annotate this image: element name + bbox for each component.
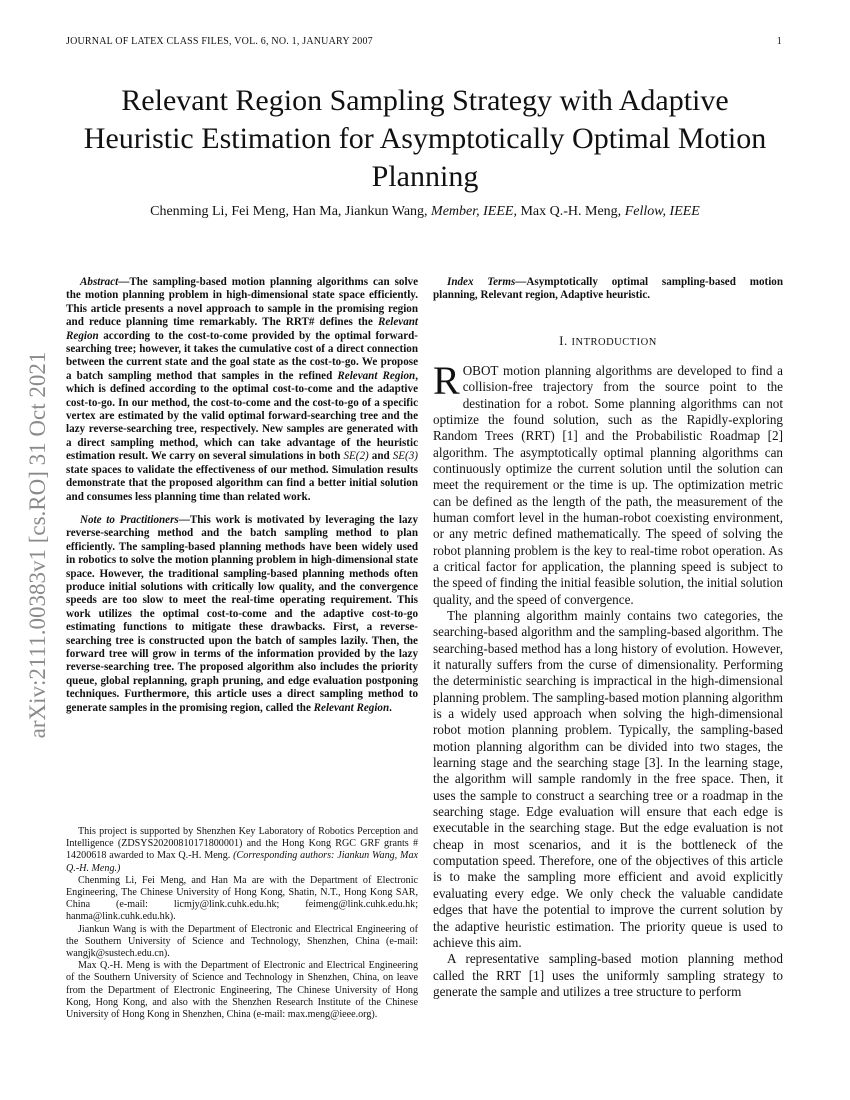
footnote-affiliation-3: Max Q.-H. Meng is with the Department of Electronic and Electrical Engineering of the Southern University of Science and Technology in Shenzhen, China, on leave from the Department of Electronic Engineering, The Chinese University of Hong Kong, Hong Kong, and also with the Shenzhen Research Institute of the Chinese University of Hong Kong in Shenzhen, China (e-mail: max.meng@ieee.org).: [66, 960, 418, 1021]
practitioners-label: Note to Practitioners: [80, 513, 179, 526]
drop-cap: R: [433, 357, 460, 403]
left-column: [66, 276, 418, 715]
practitioners-text-1: —This work is motivated by leveraging the lazy reverse-searching method and the batch sampling method to plan efficiently. The sampling-based planning methods have been widely used in robotics to solve the motion planning problem in high-dimensional state space. However, the traditional sampling-based planning methods often produce initial solutions with critically low quality, and the convergence speeds are too slow to meet the real-time operating requirement. This work utilizes the optimal cost-to-come and the adaptive cost-to-go estimating functions to mitigate these drawbacks. First, a reverse-searching tree is constructed upon the batch of samples lazily. Then, the forward tree will grow in terms of the information provided by the lazy reverse-searching tree. The proposed algorithm also includes the priority queue, global replanning, graph pruning, and edge evaluation postponing techniques. Furthermore, this article uses a direct sampling method to generate samples in the promising region, called the: [66, 513, 418, 714]
abstract-label: Abstract: [80, 276, 119, 288]
author-role-2: Fellow, IEEE: [624, 204, 700, 219]
author-names-1: Chenming Li, Fei Meng, Han Ma, Jiankun Wang,: [150, 204, 428, 219]
author-line: [66, 204, 784, 220]
abstract: [66, 276, 418, 504]
footnote-funding-text: This project is supported by Shenzhen Key Laboratory of Robotics Perception and Intelligence (ZDSYS20200810171800001) and the Hong Kong RGC GRF grants # 14200618 awarded to Max Q.-H. Meng.: [66, 826, 418, 862]
paper-title: Relevant Region Sampling Strategy with Adaptive Heuristic Estimation for Asymptotically Optimal Motion Planning: [83, 84, 767, 193]
abstract-text-3: , which is defined according to the optimal cost-to-come and the adaptive cost-to-go. In our method, the cost-to-come and the cost-to-go of a specific vertex are estimated by the valid optimal forward-searching tree and the lazy reverse-searching tree, respectively. New samples are generated with a direct sampling method, which can take advantage of the heuristic estimation result. We carry on several simulations in both: [66, 369, 418, 463]
page-number: 1: [776, 36, 782, 47]
right-column: [433, 276, 783, 1000]
footnote-funding: [66, 826, 418, 875]
introduction-body: [433, 357, 783, 1000]
practitioners-text-2: .: [389, 701, 392, 714]
lead-word: OBOT: [462, 362, 499, 378]
abstract-text-4: and: [368, 450, 393, 463]
intro-paragraph-1-text: motion planning algorithms are developed to find a collision-free trajectory from the source point to the destination for a robot. Some planning algorithms can not optimize the found solution, such as the Rapidly-exploring Random Trees (RRT) [1] and the Probabilistic Roadmap [2] algorithm. The asymptotically optimal planning algorithms can continuously optimize the current solution until the solution can meet the requirement or the time is up. The optimization metric can be defined as the length of the path, the measurement of the human comfort level in the human-robot coexisting environment, or any metric defined mathematically. The speed of solving the robot planning problem is the key to real-time robot operation. As a critical factor for application, the planning speed is subject to the speed of finding the initial feasible solution, the initial solution quality, and the speed of convergence.: [433, 362, 783, 607]
note-to-practitioners: [66, 514, 418, 715]
footnote-affiliation-1: Chenming Li, Fei Meng, and Han Ma are with the Department of Electronic Engineering, The Chinese University of Hong Kong, Shatin, N.T., Hong Kong SAR, China (e-mail: licmjy@link.cuhk.edu.hk; feimeng@link.cuhk.edu.hk; hanma@link.cuhk.edu.hk).: [66, 874, 418, 923]
intro-paragraph-2: The planning algorithm mainly contains two categories, the searching-based algorithm and the sampling-based algorithm. The searching-based method has a long history of evolution. However, it naturally suffers from the curse of dimensionality. Performing the deterministic searching is impractical in the high-dimensional planning problem. The sampling-based motion planning algorithm is a widely used approach when solving the high-dimensional robot motion planning problem. Typically, the sampling-based motion planning algorithm can be divided into two stages, the learning stage and the searching stage [3]. In the learning stage, the algorithm will sample randomly in the free space. Then, it uses the sample to construct a searching tree or a roadmap in the searching stage. Edge evaluation will ensure that each edge is executable in the searching stage. But the edge evaluation is not cheap in most scenarios, and it is the bottleneck of the computation speed. Therefore, one of the objectives of this article is to make the sampling more efficient and avoid explicitly evaluating every edge. We only check the valuable candidate edges that have the potential to improve the current solution by the adaptive heuristic estimation. The priority queue is used to achieve this aim.: [433, 607, 783, 950]
abstract-emphasis-2: Relevant Region: [337, 369, 416, 382]
abstract-emphasis-1: Relevant Region: [66, 316, 418, 342]
abstract-math-se2: SE(2): [343, 450, 369, 463]
abstract-text-2: according to the cost-to-come provided by the optimal forward-searching tree; however, it takes the cumulative cost of a direct connection between the current state and the goal state as the cost-to-go. We propose a batch sampling method that samples in the refined: [66, 329, 418, 382]
index-terms-text: —Asymptotically optimal sampling-based motion planning, Relevant region, Adaptive heuristic.: [433, 276, 783, 302]
journal-line: JOURNAL OF LATEX CLASS FILES, VOL. 6, NO. 1, JANUARY 2007: [66, 36, 373, 47]
section-title: INTRODUCTION: [571, 336, 657, 348]
practitioners-emphasis: Relevant Region: [313, 701, 390, 714]
author-role-1: Member, IEEE,: [431, 204, 517, 219]
footnote-corresponding: (Corresponding authors: Jiankun Wang, Max Q.-H. Meng.): [66, 850, 418, 874]
intro-paragraph-1: [433, 357, 783, 608]
abstract-text-1: —The sampling-based motion planning algorithms can solve the motion planning problem in high-dimensional state space efficiently. This article presents a novel approach to sample in the promising region and reduce planning time remarkably. The RRT# defines the: [66, 276, 418, 329]
section-number: I.: [559, 332, 568, 348]
arxiv-identifier: arXiv:2111.00383v1 [cs.RO] 31 Oct 2021: [25, 351, 50, 739]
footnote-affiliation-2: Jiankun Wang is with the Department of Electronic and Electrical Engineering of the Southern University of Science and Technology, Shenzhen, China (e-mail: wangjk@sustech.edu.cn).: [66, 923, 418, 960]
footnotes: [66, 826, 418, 1021]
abstract-text-5: state spaces to validate the effectiveness of our method. Simulation results demonstrate that the proposed algorithm can find a better initial solution and consumes less planning time than related work.: [66, 463, 418, 503]
section-heading: [433, 333, 783, 349]
running-head: [66, 36, 782, 47]
abstract-math-se3: SE(3): [392, 450, 418, 463]
index-terms: [433, 276, 783, 303]
intro-paragraph-3: A representative sampling-based motion planning method called the RRT [1] uses the uniformly sampling strategy to generate the sample and utilizes a tree structure to perform: [433, 951, 783, 999]
index-terms-label: Index Terms: [447, 276, 516, 288]
author-names-2: Max Q.-H. Meng,: [520, 204, 622, 219]
